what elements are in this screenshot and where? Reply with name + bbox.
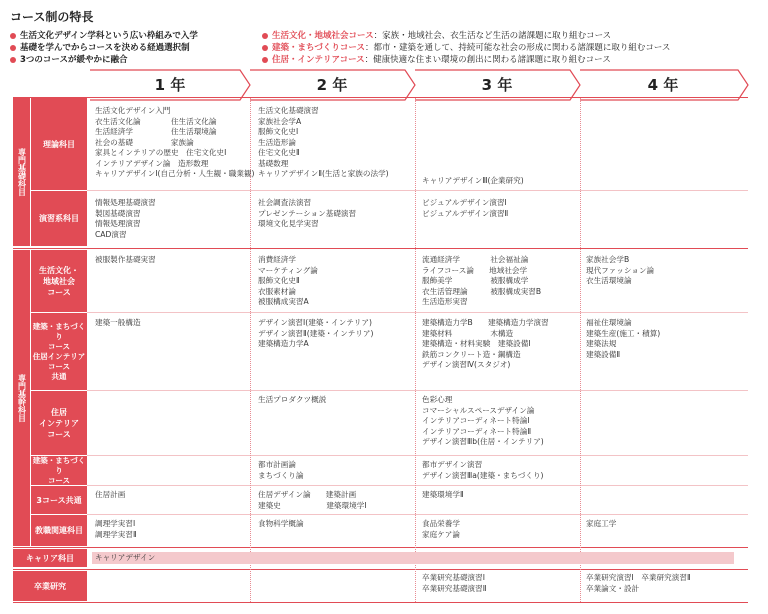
course-line: 卒業研究演習Ⅰ 卒業研究演習Ⅱ — [586, 573, 691, 582]
course-line: 基礎数理 — [258, 158, 289, 168]
course-line: プレゼンテーション基礎演習 — [258, 208, 357, 218]
course-line: 服飾文化史Ⅰ — [258, 127, 299, 136]
course-line: デザイン演習Ⅳ(スタジオ) — [422, 360, 511, 369]
cell-seikatsu-y2 — [258, 255, 318, 308]
course-line: キャリアデザインⅢ(企業研究) — [422, 176, 524, 185]
course-line: 社会調査法演習 — [258, 198, 312, 207]
course-line: 調理学実習Ⅱ — [95, 529, 137, 539]
course-line: 生活造形論 — [258, 137, 296, 147]
cell-kenchiku_kyotsu-y4 — [586, 318, 660, 360]
course-line: 情報処理演習 — [95, 219, 141, 228]
row-label-seikatsu: 生活文化・ 地域社会 コース — [39, 265, 79, 297]
course-line: 家庭工学 — [586, 519, 617, 528]
course-line: コマーシャルスペースデザイン論 — [422, 405, 535, 415]
course-line: ビジュアルデザイン演習Ⅱ — [422, 208, 509, 218]
course-line: キャリアデザインⅠ(自己分析・人生観・職業観) — [95, 169, 255, 178]
course-line: 建築生産(施工・積算) — [586, 328, 661, 338]
course-line: 生活造形実習 — [422, 297, 468, 306]
cell-seikatsu-y1 — [95, 255, 156, 266]
course-line: 被服製作基礎実習 — [95, 255, 156, 264]
cell-kenchiku_kyotsu-y1 — [95, 318, 141, 329]
course-line: インテリアデザイン論 造形数理 — [95, 158, 209, 168]
row-label-career: キャリア科目 — [26, 553, 74, 563]
course-item: 建築・まちづくりコース ：都市・建築を通して、持続可能な社会の形成に関わる諸課題に取り組むコース — [262, 42, 670, 54]
course-line: 建築史 建築環境学Ⅰ — [258, 500, 367, 510]
course-line: 鉄筋コンクリート造・鋼構造 — [422, 349, 521, 359]
course-item: 住居・インテリアコース ：健康快適な住まい環境の創出に関わる諸課題に取り組むコース — [262, 54, 670, 66]
row-label-jukyo: 住居 インテリア コース — [39, 407, 79, 439]
course-line: 衣生活環境論 — [586, 276, 632, 285]
row-label-enshu: 演習系科目 — [39, 214, 79, 223]
cell-jukyo-y2 — [258, 395, 326, 406]
course-line: 調理学実習Ⅰ — [95, 519, 136, 528]
course-line: 環境文化見学実習 — [258, 219, 319, 228]
course-line: デザイン演習Ⅰ(建築・インテリア) — [258, 318, 372, 327]
course-line: 建築構造・材料実験 建築設備Ⅰ — [422, 339, 531, 348]
cell-kenchiku_kyotsu-y2 — [258, 318, 373, 350]
cell-enshu-y3 — [422, 198, 508, 219]
course-line: 衣生活管理論 被服構成実習B — [422, 286, 542, 296]
feature-item: 基礎を学んでからコースを決める経過選択制 — [10, 42, 198, 54]
cell-enshu-y2 — [258, 198, 356, 230]
course-line: 衣生活文化論 住生活文化論 — [95, 116, 217, 126]
course-line: 生活文化基礎演習 — [258, 106, 319, 115]
course-line: 住宅文化史Ⅱ — [258, 148, 300, 157]
course-line: 生活文化デザイン入門 — [95, 106, 171, 115]
course-line: インテリアコーディネート特論Ⅰ — [422, 416, 530, 425]
course-line: 食品栄養学 — [422, 519, 460, 528]
course-line: 現代ファッション論 — [586, 265, 655, 275]
row-label-kyotsu3: 3コース共通 — [36, 495, 82, 505]
course-line: 建築環境学Ⅱ — [422, 490, 464, 499]
course-line: 建築材料 木構造 — [422, 328, 514, 338]
course-line: 建築構造力学A — [258, 339, 309, 348]
group-label-kikan: 専門基幹科目 — [17, 374, 27, 422]
feature-item: 生活文化デザイン学科という広い枠組みで入学 — [10, 30, 198, 42]
cell-kenchiku_kyotsu-y3 — [422, 318, 549, 371]
cell-kyotsu3-y1 — [95, 490, 125, 501]
row-label-kyoshoku: 教職関連科目 — [35, 526, 83, 535]
row-label-sotsugyo: 卒業研究 — [34, 581, 66, 591]
career-bar — [92, 552, 734, 564]
course-line: デザイン演習Ⅱ(建築・インテリア) — [258, 328, 374, 338]
row-label-machi: 建築・まちづくり コース — [32, 455, 86, 485]
course-line: マーケティング論 — [258, 265, 318, 275]
course-line: 都市計画論 — [258, 460, 296, 469]
course-line: 建築法規 — [586, 339, 617, 348]
course-line: 家族社会学B — [586, 255, 630, 264]
cell-riron-y1 — [95, 106, 255, 180]
row-label-riron: 理論科目 — [43, 139, 75, 149]
year-3-label: 3 年 — [481, 76, 513, 94]
course-line: 建築一般構造 — [95, 318, 141, 327]
course-line: 家族社会学A — [258, 116, 302, 126]
cell-kyoshoku-y3 — [422, 519, 460, 540]
course-line: 卒業研究基礎演習Ⅰ — [422, 573, 485, 582]
course-line: 色彩心理 — [422, 395, 453, 404]
cell-seikatsu-y4 — [586, 255, 654, 287]
row-label-kenchiku-kyotsu: 建築・まちづくり コース 住居インテリア コース 共通 — [32, 321, 86, 381]
cell-sotsugyo-y3 — [422, 573, 487, 594]
course-line: 食物科学概論 — [258, 519, 304, 528]
cell-machi-y3 — [422, 460, 544, 481]
course-line: 住居計画 — [95, 490, 126, 499]
year-2-label: 2 年 — [316, 76, 348, 94]
course-line: 服飾文化史Ⅱ — [258, 276, 300, 285]
year-1-label: 1 年 — [154, 76, 186, 94]
course-line: 社会の基礎 家族論 — [95, 137, 194, 147]
course-line: 衣服素材論 — [258, 286, 296, 296]
career-bar-label: キャリアデザイン — [95, 553, 156, 562]
course-item: 生活文化・地域社会コース ：家族・地域社会、衣生活など生活の諸課題に取り組むコース — [262, 30, 670, 42]
course-line: 家庭ケア論 — [422, 529, 460, 539]
cell-kyoshoku-y1 — [95, 519, 137, 540]
course-line: 卒業研究基礎演習Ⅱ — [422, 583, 487, 593]
course-line: 服飾美学 被服構成学 — [422, 276, 529, 285]
cell-seikatsu-y3 — [422, 255, 541, 308]
course-line: 製図基礎演習 — [95, 208, 141, 218]
cell-kyotsu3-y2 — [258, 490, 367, 511]
year-4-label: 4 年 — [647, 76, 679, 94]
course-line: 流通経済学 社会福祉論 — [422, 255, 529, 264]
course-line: 建築設備Ⅱ — [586, 349, 621, 359]
cell-riron-y2 — [258, 106, 389, 180]
course-line: まちづくり論 — [258, 470, 304, 480]
cell-kyoshoku-y2 — [258, 519, 304, 530]
course-line: ライフコース論 地域社会学 — [422, 265, 528, 275]
page-title: コース制の特長 — [10, 10, 94, 24]
course-line: 被服構成実習A — [258, 297, 309, 306]
course-line: 生活プロダクツ概説 — [258, 395, 327, 404]
course-line: 住居デザイン論 建築計画 — [258, 490, 357, 499]
course-line: 家具とインテリアの歴史 住宅文化史Ⅰ — [95, 148, 227, 157]
course-line: 福祉住環境論 — [586, 318, 632, 327]
course-line: 卒業論文・設計 — [586, 583, 640, 593]
course-line: インテリアコーディネート特論Ⅱ — [422, 426, 532, 436]
course-line: 情報処理基礎演習 — [95, 198, 156, 207]
course-line: 建築構造力学B 建築構造力学演習 — [422, 318, 549, 327]
cell-sotsugyo-y4 — [586, 573, 691, 594]
feature-item: 3つのコースが緩やかに融合 — [10, 54, 198, 66]
cell-enshu-y1 — [95, 198, 156, 240]
course-line: 都市デザイン演習 — [422, 460, 483, 469]
course-line: CAD演習 — [95, 229, 127, 239]
course-line: 消費経済学 — [258, 255, 296, 264]
course-line: ビジュアルデザイン演習Ⅰ — [422, 198, 507, 207]
course-line: 生活経済学 住生活環境論 — [95, 127, 217, 136]
course-line: キャリアデザインⅡ(生活と家族の法学) — [258, 169, 389, 178]
cell-machi-y2 — [258, 460, 304, 481]
cell-kyoshoku-y4 — [586, 519, 616, 530]
course-line: デザイン演習Ⅲb(住居・インテリア) — [422, 437, 544, 446]
cell-kyotsu3-y3 — [422, 490, 464, 501]
group-label-kiso: 専門基礎科目 — [17, 148, 27, 196]
cell-riron-y3 — [422, 176, 524, 187]
cell-jukyo-y3 — [422, 395, 544, 448]
course-line: デザイン演習Ⅲa(建築・まちづくり) — [422, 470, 544, 480]
